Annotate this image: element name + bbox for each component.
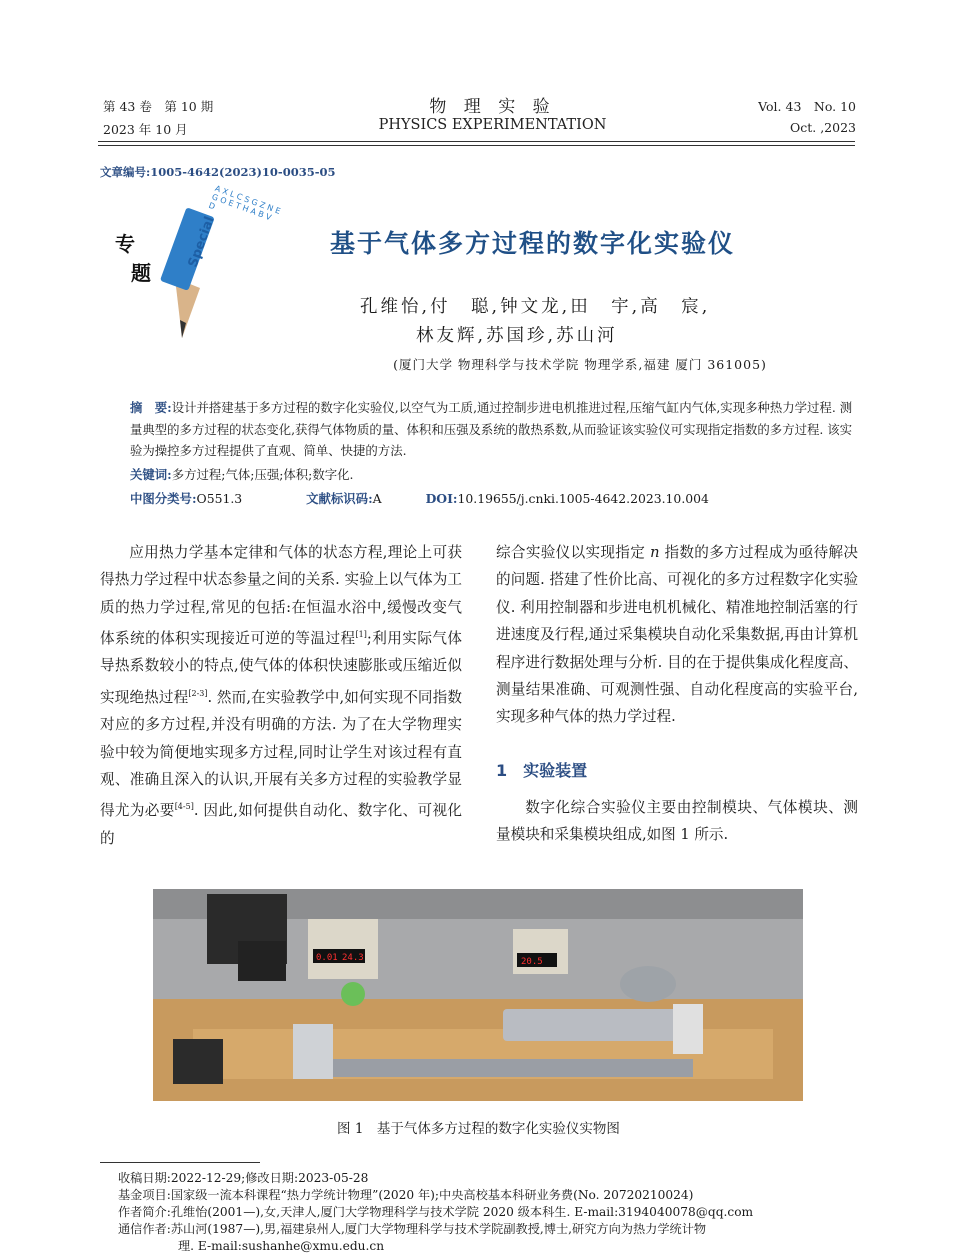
doc-code-value: A <box>372 491 382 506</box>
footnote-received: 收稿日期:2022-12-29;修改日期:2023-05-28 <box>118 1171 369 1185</box>
paragraph-intro <box>100 539 462 852</box>
abstract-text: 设计并搭建基于多方过程的数字化实验仪,以空气为工质,通过控制步进电机推进过程,压缩气缸内气体,实现多种热力学过程. 测量典型的多方过程的状态变化,获得气体物质的量、体积和压强及系统的散热系数,从而验证该实验仪可实现指定指数的多方过程. 该实验为操控多方过程提供了直观、简单、快捷的方法. <box>130 400 853 458</box>
footnote-corresponding-cont: 理. E-mail:sushanhe@xmu.edu.cn <box>178 1239 385 1253</box>
meter-display-3: 20.5 <box>521 957 543 967</box>
meter-display-1: 0.01 <box>316 953 338 963</box>
intro-text-a: 应用热力学基本定律和气体的状态方程,理论上可获得热力学过程中状态参量之间的关系. 实验上以气体为工质的热力学过程,常见的包括:在恒温水浴中,缓慢改变气体系统的体积实现接近可逆的等温过程 <box>100 544 462 648</box>
clc-value: O551.3 <box>196 491 243 506</box>
keywords-text: 多方过程;气体;压强;体积;数字化. <box>171 467 354 482</box>
meter-display-2: 24.3 <box>342 953 364 963</box>
footnote-author: 作者简介:孔维怡(2001—),女,天津人,厦门大学物理科学与技术学院 2020 级本科生. E-mail:3194040078@qq.com <box>118 1205 754 1219</box>
header-rule-top <box>98 141 855 142</box>
journal-title-zh: 物 理 实 验 <box>429 97 556 117</box>
doi-label: DOI: <box>425 491 458 506</box>
intro-cont-b: 指数的多方过程成为亟待解决的问题. 搭建了性价比高、可视化的多方过程数字化实验仪. 利用控制器和步进电机机械化、精准地控制活塞的行进速度及行程,通过采集模块自动化采集数据,再由计算机程序进行数据处理与分析. 目的在于提供集成化程度高、测量结果准确、可观测性强、自动化程度高的实验平台,实现多种气体的热力学过程. <box>496 544 859 726</box>
paragraph-intro-cont <box>496 539 858 731</box>
journal-title-en: PHYSICS EXPERIMENTATION <box>378 117 607 133</box>
symbol-n: n <box>650 544 660 561</box>
doi-value: 10.19655/j.cnki.1005-4642.2023.10.004 <box>457 491 709 506</box>
footnote-fund: 基金项目:国家级一流本科课程“热力学统计物理”(2020 年);中央高校基本科研业务费(No. 20720210024) <box>118 1188 694 1202</box>
pencil-letters: A X L C S G Z N E G O E T H A B V D <box>207 183 282 223</box>
affiliation: (厦门大学 物理科学与技术学院 物理学系,福建 厦门 361005) <box>393 357 767 372</box>
keywords <box>130 465 855 483</box>
citation-3[interactable]: [4-5] <box>174 802 194 812</box>
article-title: 基于气体多方过程的数字化实验仪 <box>330 229 736 258</box>
citation-2[interactable]: [2-3] <box>188 688 208 698</box>
article-number: 文章编号:1005-4642(2023)10-0035-05 <box>100 165 336 179</box>
figure-1-photo <box>153 889 803 1101</box>
body-left-column <box>100 539 462 852</box>
doc-code-label: 文献标识码: <box>306 491 373 506</box>
figure-1-caption: 图 1 基于气体多方过程的数字化实验仪实物图 <box>337 1121 620 1137</box>
footnote-corresponding: 通信作者:苏山河(1987—),男,福建泉州人,厦门大学物理科学与技术学院副教授,博士,研究方向为热力学统计物 <box>118 1222 707 1236</box>
authors-line-2: 林友辉,苏国珍,苏山河 <box>416 326 618 346</box>
section-1-text: 数字化综合实验仪主要由控制模块、气体模块、测量模块和采集模块组成,如图 1 所示. <box>496 799 858 844</box>
intro-text-d: . 因此,如何提供自动化、数字化、可视化的 <box>100 802 462 847</box>
section-heading-1: 1 实验装置 <box>496 761 588 780</box>
citation-1[interactable]: [1] <box>355 630 367 640</box>
section-1-paragraph <box>496 794 858 849</box>
clc-label: 中图分类号: <box>130 491 197 506</box>
abstract <box>130 397 855 462</box>
pencil-word: Special <box>185 214 218 270</box>
special-char-1: 专 <box>115 232 135 256</box>
special-char-2: 题 <box>131 261 151 285</box>
keywords-label: 关键词: <box>130 467 172 482</box>
date-zh: 2023 年 10 月 <box>103 122 188 137</box>
date-en: Oct. ,2023 <box>789 120 856 135</box>
special-topic-badge <box>100 183 285 345</box>
authors-line-1: 孔维怡,付 聪,钟文龙,田 宇,高 宸, <box>360 297 711 317</box>
classification-line <box>130 489 855 507</box>
volume-issue-en: Vol. 43 No. 10 <box>758 99 856 114</box>
header-rule-bottom <box>98 145 855 146</box>
intro-cont-a: 综合实验仪以实现指定 <box>496 544 651 561</box>
body-right-column <box>496 539 858 731</box>
intro-text-b: ;利用实际气体导热系数较小的特点,使气体的体积快速膨胀或压缩近似实现绝热过程 <box>100 630 462 706</box>
footnote-rule <box>100 1162 260 1163</box>
intro-text-c: . 然而,在实验教学中,如何实现不同指数对应的多方过程,并没有明确的方法. 为了在大学物理实验中较为简便地实现多方过程,同时让学生对该过程有直观、准确且深入的认识,开展有关多方过程的实验教学显得尤为必要 <box>100 688 462 820</box>
abstract-label: 摘 要: <box>130 400 172 415</box>
volume-issue-zh: 第 43 卷 第 10 期 <box>103 99 214 114</box>
